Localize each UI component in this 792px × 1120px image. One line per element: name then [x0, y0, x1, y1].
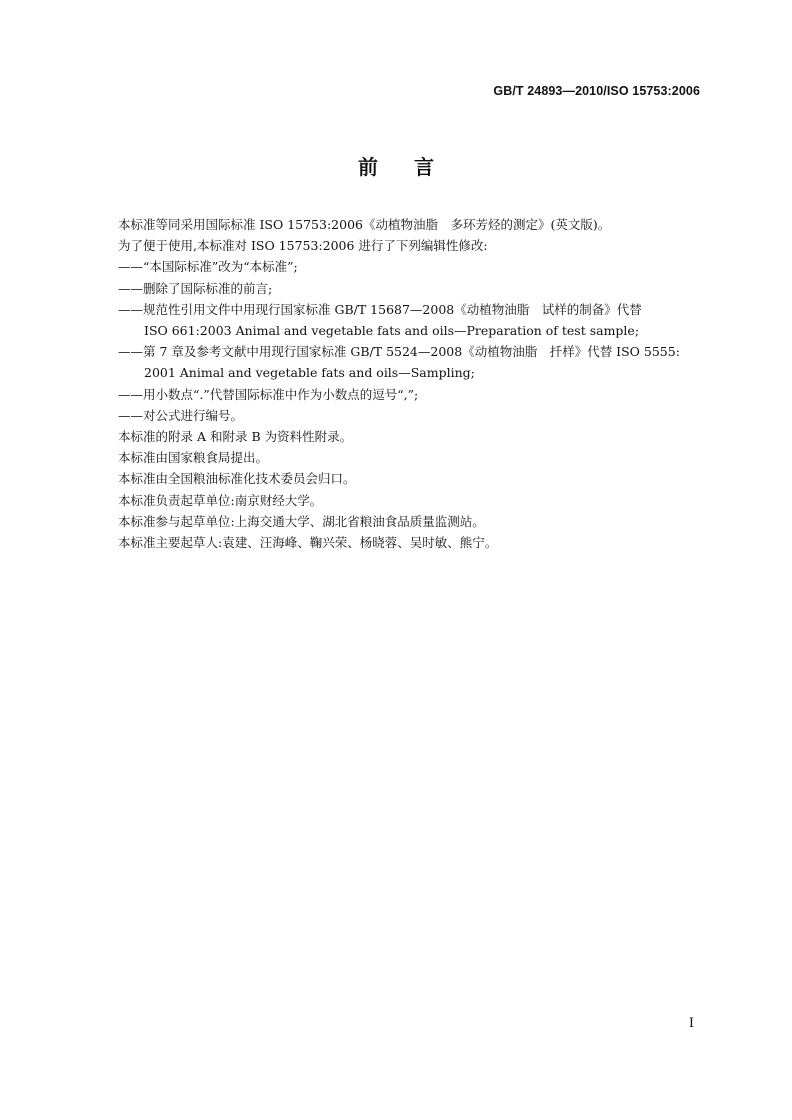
preface-line-edit-1: ——“本国际标准”改为“本标准”;	[118, 259, 298, 275]
preface-line-edit-4: ——第 7 章及参考文献中用现行国家标准 GB/T 5524—2008《动植物油脂 扦样》代替 ISO 5555:	[118, 344, 680, 360]
preface-line-edits-intro: 为了便于使用,本标准对 ISO 15753:2006 进行了下列编辑性修改:	[118, 238, 488, 254]
preface-body	[118, 214, 704, 553]
preface-line-authors: 本标准主要起草人:袁建、汪海峰、鞠兴荣、杨晓蓉、吴时敏、熊宁。	[118, 535, 498, 551]
preface-line-proposer: 本标准由国家粮食局提出。	[118, 450, 269, 466]
preface-line-edit-5: ——用小数点“.”代替国际标准中作为小数点的逗号“,”;	[118, 386, 419, 402]
preface-line-lead-drafter: 本标准负责起草单位:南京财经大学。	[118, 492, 323, 508]
preface-line-edit-2: ——删除了国际标准的前言;	[118, 280, 273, 296]
preface-line-participants: 本标准参与起草单位:上海交通大学、湖北省粮油食品质量监测站。	[118, 513, 485, 529]
preface-line-edit-3: ——规范性引用文件中用现行国家标准 GB/T 15687—2008《动植物油脂 试样的制备》代替	[118, 301, 642, 317]
standard-code-header: GB/T 24893—2010/ISO 15753:2006	[493, 84, 700, 98]
preface-line-edit-4-cont: 2001 Animal and vegetable fats and oils—Sampling;	[144, 365, 475, 381]
preface-line-annexes: 本标准的附录 A 和附录 B 为资料性附录。	[118, 429, 353, 445]
preface-line-committee: 本标准由全国粮油标准化技术委员会归口。	[118, 471, 356, 487]
preface-line-adoption: 本标准等同采用国际标准 ISO 15753:2006《动植物油脂 多环芳烃的测定》(英文版)。	[118, 217, 611, 232]
preface-line-edit-3-cont: ISO 661:2003 Animal and vegetable fats and oils—Preparation of test sample;	[144, 323, 640, 339]
page-title: 前言	[358, 155, 470, 179]
page-number: I	[688, 1016, 694, 1031]
preface-line-edit-6: ——对公式进行编号。	[118, 407, 244, 423]
